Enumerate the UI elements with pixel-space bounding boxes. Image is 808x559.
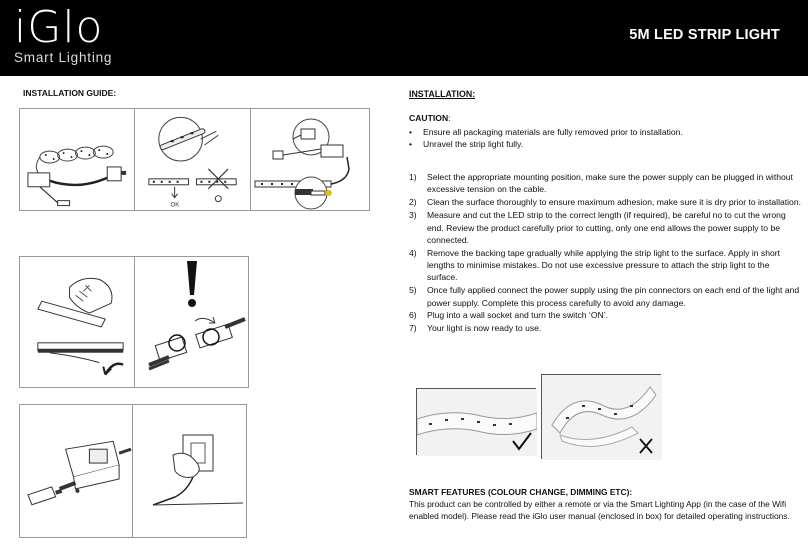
step-number: 6) bbox=[409, 310, 417, 321]
step-text: Select the appropriate mounting position, make sure the power supply can be plugged in without excessive tension on the cable. bbox=[427, 172, 793, 195]
caution-label: CAUTION bbox=[409, 113, 449, 124]
step-item bbox=[409, 247, 801, 284]
installation-guide-heading: INSTALLATION GUIDE: bbox=[23, 88, 117, 98]
step-text: Measure and cut the LED strip to the correct length (if required), be careful no to cut the wrong end. Review the product carefully prior to cutting, only one end allows the power supply to be connected. bbox=[427, 210, 786, 245]
photo-incorrect-strip bbox=[541, 374, 661, 459]
step-text: Plug into a wall socket and turn the switch ‘ON’. bbox=[427, 310, 609, 321]
product-title: 5M LED STRIP LIGHT bbox=[629, 27, 780, 43]
logo-tagline: Smart Lighting bbox=[14, 50, 113, 65]
illustration-plug-in bbox=[133, 405, 246, 537]
coiled-strip-illustration bbox=[20, 109, 134, 210]
illustration-peel-backing bbox=[20, 257, 135, 387]
step-number: 2) bbox=[409, 197, 417, 208]
step-text: Once fully applied connect the power supply using the pin connectors on each end of the light and power supply. Complete this process carefully to avoid any damage. bbox=[427, 285, 800, 308]
correct-strip-photo bbox=[417, 389, 537, 456]
guide-row-2 bbox=[19, 256, 249, 388]
header-bar bbox=[0, 0, 808, 76]
step-item bbox=[409, 309, 801, 321]
step-number: 1) bbox=[409, 172, 417, 183]
step-text: Clean the surface thoroughly to ensure maximum adhesion, make sure it is dry prior to installation. bbox=[427, 197, 802, 208]
step-text: Your light is now ready to use. bbox=[427, 323, 542, 334]
caution-item: • Unravel the strip light fully. bbox=[409, 138, 801, 150]
step-number: 7) bbox=[409, 323, 417, 334]
peel-backing-illustration bbox=[20, 257, 134, 387]
step-number: 3) bbox=[409, 210, 417, 221]
connect-power-illustration bbox=[251, 109, 369, 210]
installation-section bbox=[409, 86, 801, 335]
caution-heading bbox=[409, 112, 801, 124]
illustration-unpack-strip bbox=[20, 109, 135, 210]
step-text: Remove the backing tape gradually while applying the strip light to the surface. Apply in short lengths to minimise mistakes. Do not use excessive pressure to attach the strip light to the surface. bbox=[427, 247, 781, 283]
step-item bbox=[409, 171, 801, 196]
step-item bbox=[409, 284, 801, 309]
step-item bbox=[409, 209, 801, 246]
guide-row-3 bbox=[19, 404, 247, 538]
smart-features-body: This product can be controlled by either a remote or via the Smart Lighting App (in the case of the Wifi enabled model). Please read the iGlo user manual (enclosed in box) for detailed operating instructions. bbox=[409, 498, 790, 521]
smart-features-section bbox=[409, 487, 801, 522]
step-item bbox=[409, 196, 801, 208]
illustration-power-supply bbox=[20, 405, 133, 537]
pin-connector-illustration bbox=[135, 257, 248, 387]
logo-wordmark: iGlo bbox=[14, 2, 104, 53]
cut-strip-illustration bbox=[135, 109, 250, 210]
illustration-cut-strip bbox=[135, 109, 251, 210]
caution-item: • Ensure all packaging materials are fully removed prior to installation. bbox=[409, 126, 801, 138]
guide-row-1 bbox=[19, 108, 370, 211]
warning-exclamation-icon bbox=[187, 261, 197, 295]
brand-logo bbox=[14, 2, 112, 65]
caution-list bbox=[409, 126, 801, 151]
installation-heading: INSTALLATION: bbox=[409, 89, 476, 99]
ok-label: OK bbox=[170, 202, 180, 209]
incorrect-strip-photo bbox=[542, 375, 662, 460]
step-number: 4) bbox=[409, 247, 417, 258]
caution-colon: : bbox=[448, 113, 451, 124]
illustration-pin-connector bbox=[135, 257, 248, 387]
illustration-connect-power bbox=[251, 109, 369, 210]
installation-steps bbox=[409, 171, 801, 334]
photo-correct-strip bbox=[416, 388, 536, 455]
smart-features-heading: SMART FEATURES (COLOUR CHANGE, DIMMING ETC): bbox=[409, 487, 633, 497]
step-number: 5) bbox=[409, 285, 417, 296]
power-supply-illustration bbox=[20, 405, 132, 537]
step-item bbox=[409, 322, 801, 334]
plug-in-illustration bbox=[133, 405, 246, 537]
